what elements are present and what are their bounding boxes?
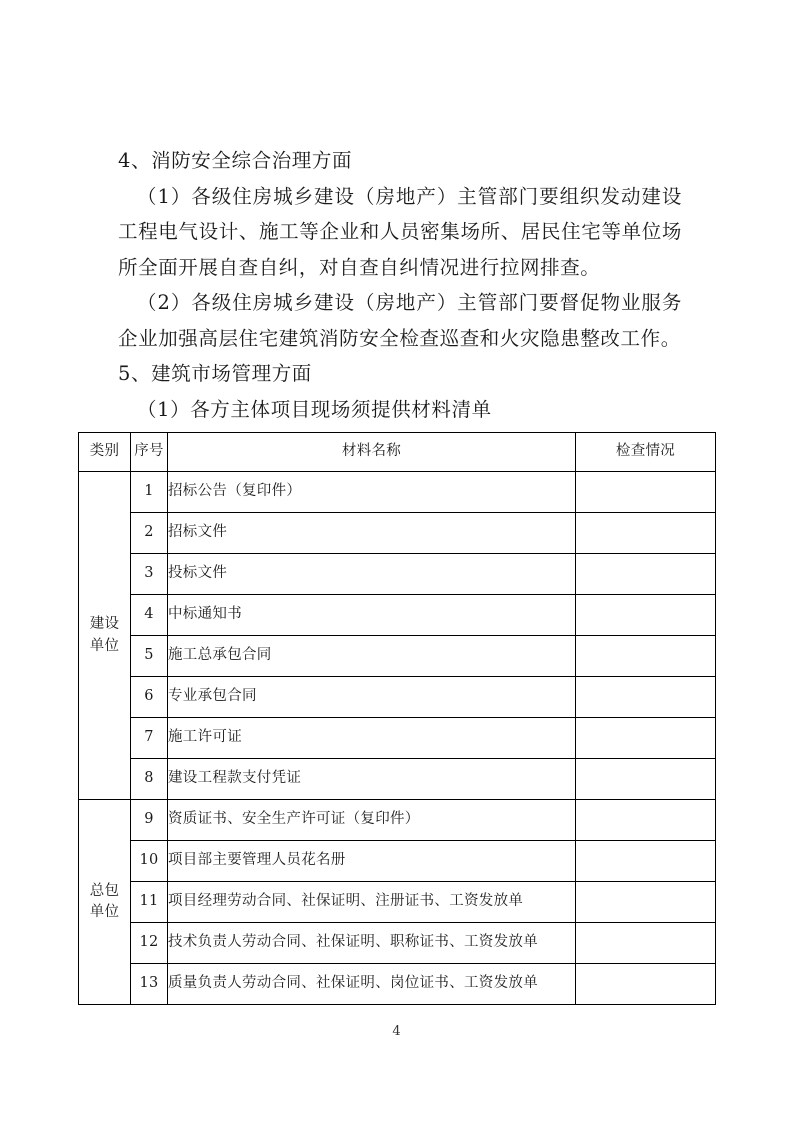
table-row xyxy=(79,513,716,554)
header-material-name: 材料名称 xyxy=(168,433,576,472)
body-text-block xyxy=(118,143,682,427)
material-checklist-table-wrapper xyxy=(78,432,715,1005)
row-inspection-status[interactable] xyxy=(576,472,716,513)
row-material-name: 质量负责人劳动合同、社保证明、岗位证书、工资发放单 xyxy=(168,964,576,1005)
row-sequence: 3 xyxy=(131,554,168,595)
row-sequence: 4 xyxy=(131,595,168,636)
row-sequence: 11 xyxy=(131,882,168,923)
table-row xyxy=(79,677,716,718)
table-header-row xyxy=(79,433,716,472)
paragraph-item-4-2: （2）各级住房城乡建设（房地产）主管部门要督促物业服务企业加强高层住宅建筑消防安全检查巡查和火灾隐患整改工作。 xyxy=(118,291,682,350)
page-number: 4 xyxy=(392,1024,401,1039)
row-inspection-status[interactable] xyxy=(576,923,716,964)
row-material-name: 项目部主要管理人员花名册 xyxy=(168,841,576,882)
category-label-line1: 总包 xyxy=(89,882,120,899)
table-row xyxy=(79,841,716,882)
table-row xyxy=(79,595,716,636)
row-sequence: 12 xyxy=(131,923,168,964)
row-inspection-status[interactable] xyxy=(576,636,716,677)
row-inspection-status[interactable] xyxy=(576,800,716,841)
row-sequence: 2 xyxy=(131,513,168,554)
category-cell-group-1 xyxy=(79,800,131,1005)
row-sequence: 8 xyxy=(131,759,168,800)
row-material-name: 施工总承包合同 xyxy=(168,636,576,677)
row-sequence: 9 xyxy=(131,800,168,841)
row-inspection-status[interactable] xyxy=(576,554,716,595)
row-inspection-status[interactable] xyxy=(576,513,716,554)
row-sequence: 6 xyxy=(131,677,168,718)
table-row xyxy=(79,472,716,513)
paragraph-heading-5: 5、建筑市场管理方面 xyxy=(118,362,312,385)
category-label-line1: 建设 xyxy=(89,616,120,633)
row-sequence: 1 xyxy=(131,472,168,513)
row-material-name: 招标公告（复印件） xyxy=(168,472,576,513)
table-row xyxy=(79,636,716,677)
row-sequence: 10 xyxy=(131,841,168,882)
category-label-line2: 单位 xyxy=(89,637,120,654)
row-material-name: 招标文件 xyxy=(168,513,576,554)
table-row xyxy=(79,964,716,1005)
material-checklist-table xyxy=(78,432,716,1005)
paragraph-item-4-1: （1）各级住房城乡建设（房地产）主管部门要组织发动建设工程电气设计、施工等企业和人员密集场所、居民住宅等单位场所全面开展自查自纠，对自查自纠情况进行拉网排查。 xyxy=(118,184,682,279)
row-material-name: 施工许可证 xyxy=(168,718,576,759)
row-material-name: 项目经理劳动合同、社保证明、注册证书、工资发放单 xyxy=(168,882,576,923)
row-inspection-status[interactable] xyxy=(576,759,716,800)
row-inspection-status[interactable] xyxy=(576,841,716,882)
category-cell-group-0 xyxy=(79,472,131,800)
row-inspection-status[interactable] xyxy=(576,964,716,1005)
row-material-name: 投标文件 xyxy=(168,554,576,595)
header-sequence: 序号 xyxy=(131,433,168,472)
table-row xyxy=(79,554,716,595)
table-row xyxy=(79,923,716,964)
row-inspection-status[interactable] xyxy=(576,677,716,718)
header-category: 类别 xyxy=(79,433,131,472)
row-material-name: 建设工程款支付凭证 xyxy=(168,759,576,800)
header-inspection-status: 检查情况 xyxy=(576,433,716,472)
row-sequence: 7 xyxy=(131,718,168,759)
category-label-line2: 单位 xyxy=(89,904,120,920)
row-sequence: 5 xyxy=(131,636,168,677)
row-material-name: 技术负责人劳动合同、社保证明、职称证书、工资发放单 xyxy=(168,923,576,964)
paragraph-heading-4: 4、消防安全综合治理方面 xyxy=(118,149,353,172)
table-row xyxy=(79,759,716,800)
table-row xyxy=(79,718,716,759)
row-sequence: 13 xyxy=(131,964,168,1005)
table-row xyxy=(79,882,716,923)
row-inspection-status[interactable] xyxy=(576,718,716,759)
row-material-name: 资质证书、安全生产许可证（复印件） xyxy=(168,800,576,841)
table-row xyxy=(79,800,716,841)
row-material-name: 专业承包合同 xyxy=(168,677,576,718)
row-material-name: 中标通知书 xyxy=(168,595,576,636)
row-inspection-status[interactable] xyxy=(576,595,716,636)
paragraph-item-5-1: （1）各方主体项目现场须提供材料清单 xyxy=(137,397,492,421)
row-inspection-status[interactable] xyxy=(576,882,716,923)
